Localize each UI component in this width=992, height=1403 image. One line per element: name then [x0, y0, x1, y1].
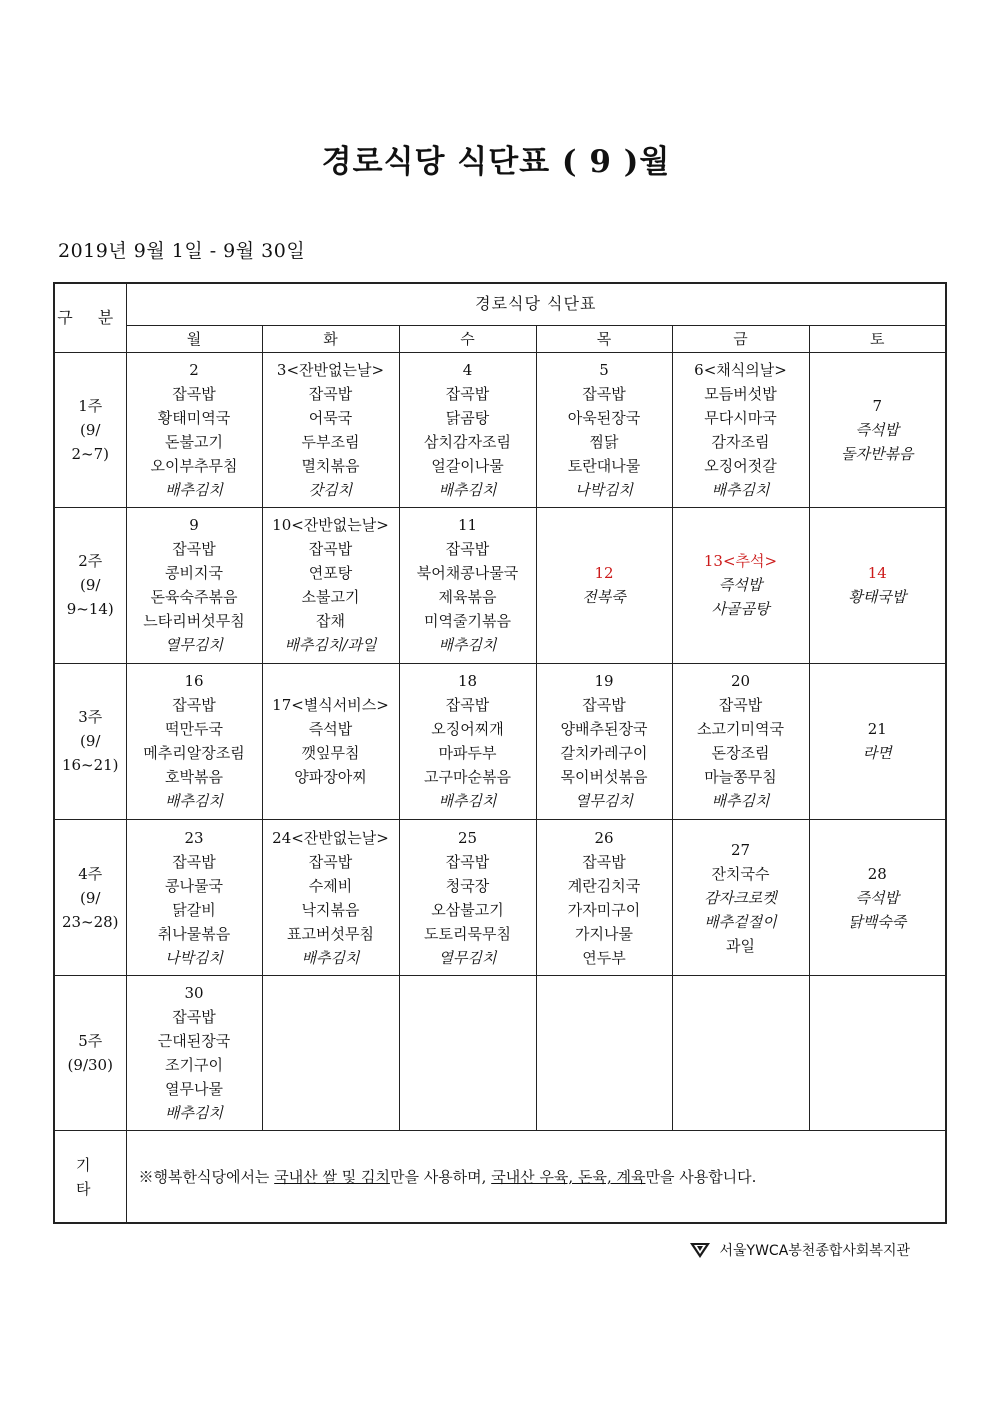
menu-dish: 청국장 — [445, 876, 490, 895]
menu-date: 16 — [184, 672, 204, 691]
menu-cell — [672, 507, 809, 663]
menu-date: 30 — [184, 984, 204, 1003]
menu-cell — [399, 820, 536, 976]
menu-dish: 도토리묵무침 — [424, 924, 511, 943]
menu-dish: 열무나물 — [165, 1080, 223, 1099]
menu-dish: 잡곡밥 — [582, 384, 626, 403]
menu-dish: 잡곡밥 — [718, 696, 763, 715]
menu-dish: 배추김치 — [438, 480, 497, 499]
menu-dish: 잡곡밥 — [172, 384, 216, 403]
menu-dish: 즉석밥 — [855, 420, 900, 439]
menu-dish: 닭곰탕 — [445, 408, 490, 427]
menu-dish: 황태미역국 — [157, 408, 231, 427]
menu-dish: 배추김치 — [165, 480, 223, 499]
menu-dish: 돈장조림 — [711, 744, 770, 763]
menu-dish: 무다시마국 — [704, 408, 777, 427]
menu-date: 18 — [457, 672, 478, 691]
menu-date: 26 — [594, 828, 614, 847]
week-label — [54, 507, 126, 663]
note-segment: ※행복한식당에서는 — [138, 1167, 275, 1186]
menu-dish: 배추김치 — [711, 792, 770, 811]
menu-cell — [809, 352, 946, 507]
header-gubun: 구 분 — [54, 283, 126, 352]
menu-dish: 마파두부 — [438, 744, 497, 763]
menu-dish: 잡채 — [316, 612, 345, 631]
menu-table — [53, 282, 947, 1224]
menu-cell — [262, 976, 399, 1131]
note-label: 기 타 — [54, 1131, 126, 1223]
menu-dish: 연포탕 — [308, 564, 353, 583]
menu-dish: 배추김치 — [711, 480, 770, 499]
menu-date: 5 — [599, 360, 609, 379]
menu-dish: 배추김치 — [301, 948, 360, 967]
menu-dish: 돌자반볶음 — [841, 444, 914, 463]
week-label-line: (9/ — [80, 888, 101, 907]
note-emphasis: 국내산 우육, 돈육, 계육 — [491, 1167, 646, 1186]
menu-cell — [672, 663, 809, 819]
menu-date: 13<추석> — [703, 552, 778, 571]
menu-dish: 떡만두국 — [165, 720, 223, 739]
menu-dish: 멸치볶음 — [301, 456, 360, 475]
menu-dish: 잡곡밥 — [308, 540, 353, 559]
week-label-line: 16~21) — [61, 756, 119, 775]
menu-cell — [262, 352, 399, 507]
menu-dish: 오삼불고기 — [431, 900, 504, 919]
menu-date: 2 — [189, 360, 199, 379]
day-header: 금 — [672, 325, 809, 352]
menu-dish: 북어채콩나물국 — [416, 564, 519, 583]
menu-dish: 열무김치 — [438, 948, 497, 967]
menu-period: 2019년 9월 1일 - 9월 30일 — [58, 240, 306, 262]
menu-cell — [126, 820, 262, 976]
menu-dish: 즉석밥 — [308, 720, 353, 739]
menu-date: 12 — [594, 564, 614, 583]
week-row — [54, 507, 946, 663]
menu-dish: 느타리버섯무침 — [143, 612, 245, 631]
week-label-line: 2주 — [78, 552, 103, 571]
menu-date: 17<별식서비스> — [272, 696, 389, 715]
week-label-line: (9/30) — [67, 1056, 113, 1075]
menu-dish: 나박김치 — [165, 948, 223, 967]
menu-dish: 소고기미역국 — [697, 720, 784, 739]
menu-date: 14 — [867, 564, 887, 583]
note-emphasis: 국내산 쌀 및 김치 — [274, 1167, 390, 1186]
day-header: 목 — [536, 325, 672, 352]
menu-cell — [399, 507, 536, 663]
week-label-line: 1주 — [78, 396, 103, 415]
day-header: 월 — [126, 325, 262, 352]
menu-dish: 잡곡밥 — [172, 852, 216, 871]
week-label-line: 9~14) — [66, 600, 114, 619]
menu-cell — [126, 976, 262, 1131]
week-label — [54, 976, 126, 1131]
menu-cell — [672, 820, 809, 976]
menu-date: 10<잔반없는날> — [272, 516, 389, 535]
note-row — [54, 1131, 946, 1223]
menu-dish: 토란대나물 — [567, 456, 641, 475]
menu-dish: 양배추된장국 — [560, 720, 648, 739]
menu-dish: 배추김치/과일 — [284, 636, 377, 655]
menu-date: 7 — [872, 396, 883, 415]
week-row — [54, 663, 946, 819]
page-title: 경로식당 식단표 ( 9 )월 — [321, 144, 671, 180]
menu-dish: 열무김치 — [165, 636, 223, 655]
week-row — [54, 976, 946, 1131]
menu-date: 19 — [594, 672, 614, 691]
footer-org-name: 서울YWCA봉천종합사회복지관 — [719, 1243, 910, 1259]
menu-cell — [809, 820, 946, 976]
menu-dish: 즉석밥 — [718, 576, 763, 595]
menu-cell — [809, 976, 946, 1131]
menu-dish: 근대된장국 — [157, 1032, 231, 1051]
week-row — [54, 820, 946, 976]
menu-date: 21 — [867, 720, 887, 739]
day-header: 수 — [399, 325, 536, 352]
menu-dish: 깻잎무침 — [301, 744, 360, 763]
note-segment: 만을 사용하며, — [389, 1167, 492, 1186]
menu-date: 9 — [189, 516, 199, 535]
week-label-line: (9/ — [80, 420, 101, 439]
menu-cell — [536, 507, 672, 663]
menu-cell — [126, 507, 262, 663]
menu-cell — [536, 663, 672, 819]
menu-cell — [262, 507, 399, 663]
menu-cell — [809, 663, 946, 819]
menu-dish: 돈불고기 — [165, 432, 223, 451]
menu-date: 6<채식의날> — [694, 360, 787, 379]
menu-cell — [536, 976, 672, 1131]
menu-dish: 배추김치 — [438, 636, 497, 655]
menu-dish: 오이부추무침 — [150, 456, 238, 475]
week-row — [54, 352, 946, 507]
menu-dish: 닭갈비 — [172, 900, 216, 919]
menu-cell — [262, 663, 399, 819]
menu-dish: 두부조림 — [301, 432, 360, 451]
menu-cell — [536, 352, 672, 507]
menu-dish: 잡곡밥 — [308, 384, 353, 403]
menu-dish: 고구마순볶음 — [424, 768, 511, 787]
menu-dish: 잡곡밥 — [582, 852, 626, 871]
menu-dish: 수제비 — [308, 876, 353, 895]
menu-date: 3<잔반없는날> — [276, 360, 385, 379]
menu-dish: 마늘쫑무침 — [704, 768, 777, 787]
menu-dish: 가자미구이 — [567, 900, 641, 919]
menu-dish: 아욱된장국 — [567, 408, 641, 427]
week-label-line: (9/ — [80, 732, 101, 751]
menu-cell — [672, 976, 809, 1131]
menu-dish: 잡곡밥 — [445, 384, 490, 403]
menu-dish: 감자크로켓 — [704, 888, 777, 907]
menu-dish: 모듬버섯밥 — [704, 384, 777, 403]
menu-dish: 표고버섯무침 — [287, 924, 374, 943]
menu-dish: 잔치국수 — [711, 864, 770, 883]
menu-dish: 호박볶음 — [165, 768, 223, 787]
menu-dish: 조기구이 — [165, 1056, 223, 1075]
menu-dish: 갈치카레구이 — [560, 744, 648, 763]
menu-cell — [809, 507, 946, 663]
week-label-line: 3주 — [78, 708, 103, 727]
menu-dish: 배추겉절이 — [704, 912, 777, 931]
menu-date: 25 — [457, 828, 478, 847]
menu-dish: 사골곰탕 — [711, 600, 770, 619]
menu-dish: 삼치감자조림 — [424, 432, 511, 451]
menu-dish: 메추리알장조림 — [143, 744, 245, 763]
menu-dish: 잡곡밥 — [172, 1008, 216, 1027]
menu-dish: 콩비지국 — [165, 564, 223, 583]
menu-dish: 오징어젓갈 — [704, 456, 777, 475]
menu-dish: 잡곡밥 — [445, 696, 490, 715]
menu-dish: 제육볶음 — [438, 588, 497, 607]
menu-dish: 잡곡밥 — [172, 540, 216, 559]
week-label — [54, 663, 126, 819]
menu-dish: 과일 — [726, 936, 755, 955]
menu-cell — [399, 663, 536, 819]
menu-dish: 배추김치 — [165, 1104, 223, 1123]
menu-cell — [126, 663, 262, 819]
menu-dish: 찜닭 — [589, 432, 619, 451]
week-label-line: (9/ — [80, 576, 101, 595]
menu-date: 20 — [730, 672, 751, 691]
menu-dish: 감자조림 — [711, 432, 770, 451]
menu-cell — [399, 352, 536, 507]
menu-dish: 황태국밥 — [848, 588, 907, 607]
menu-dish: 어묵국 — [308, 408, 353, 427]
menu-dish: 전복죽 — [582, 588, 626, 607]
menu-dish: 라면 — [862, 744, 892, 763]
week-label-line: 5주 — [78, 1032, 103, 1051]
menu-dish: 목이버섯볶음 — [560, 768, 648, 787]
menu-dish: 나박김치 — [575, 480, 633, 499]
menu-dish: 낙지볶음 — [301, 900, 360, 919]
menu-date: 23 — [184, 828, 204, 847]
week-label — [54, 820, 126, 976]
menu-dish: 오징어찌개 — [431, 720, 504, 739]
menu-dish: 계란김치국 — [567, 876, 641, 895]
menu-dish: 돈육숙주볶음 — [150, 588, 238, 607]
menu-date: 24<잔반없는날> — [272, 828, 389, 847]
menu-dish: 갓김치 — [308, 480, 353, 499]
menu-dish: 잡곡밥 — [172, 696, 216, 715]
menu-dish: 즉석밥 — [855, 888, 900, 907]
menu-dish: 양파장아찌 — [294, 768, 367, 787]
menu-dish: 가지나물 — [575, 924, 633, 943]
menu-dish: 연두부 — [582, 948, 626, 967]
ywca-logo-icon — [689, 1241, 711, 1259]
menu-dish: 배추김치 — [438, 792, 497, 811]
note-segment: 만을 사용합니다. — [645, 1167, 757, 1186]
menu-cell — [672, 352, 809, 507]
menu-dish: 취나물볶음 — [157, 924, 231, 943]
week-label — [54, 352, 126, 507]
menu-date: 28 — [867, 864, 887, 883]
menu-dish: 닭백숙죽 — [848, 912, 907, 931]
header-table-title: 경로식당 식단표 — [126, 283, 946, 325]
menu-dish: 잡곡밥 — [445, 540, 490, 559]
note-text — [126, 1131, 946, 1223]
week-label-line: 4주 — [78, 864, 103, 883]
menu-dish: 미역줄기볶음 — [424, 612, 511, 631]
week-label-line: 23~28) — [61, 912, 119, 931]
menu-dish: 콩나물국 — [165, 876, 223, 895]
menu-dish: 얼갈이나물 — [431, 456, 504, 475]
day-header: 토 — [809, 325, 946, 352]
menu-dish: 배추김치 — [165, 792, 223, 811]
menu-dish: 열무김치 — [575, 792, 633, 811]
menu-date: 27 — [730, 840, 751, 859]
menu-cell — [399, 976, 536, 1131]
menu-dish: 잡곡밥 — [308, 852, 353, 871]
menu-cell — [126, 352, 262, 507]
week-label-line: 2~7) — [71, 444, 109, 463]
footer — [689, 1240, 910, 1260]
menu-dish: 잡곡밥 — [582, 696, 626, 715]
menu-cell — [536, 820, 672, 976]
menu-date: 11 — [457, 516, 478, 535]
day-header: 화 — [262, 325, 399, 352]
menu-cell — [262, 820, 399, 976]
menu-dish: 소불고기 — [301, 588, 360, 607]
menu-dish: 잡곡밥 — [445, 852, 490, 871]
menu-date: 4 — [462, 360, 473, 379]
